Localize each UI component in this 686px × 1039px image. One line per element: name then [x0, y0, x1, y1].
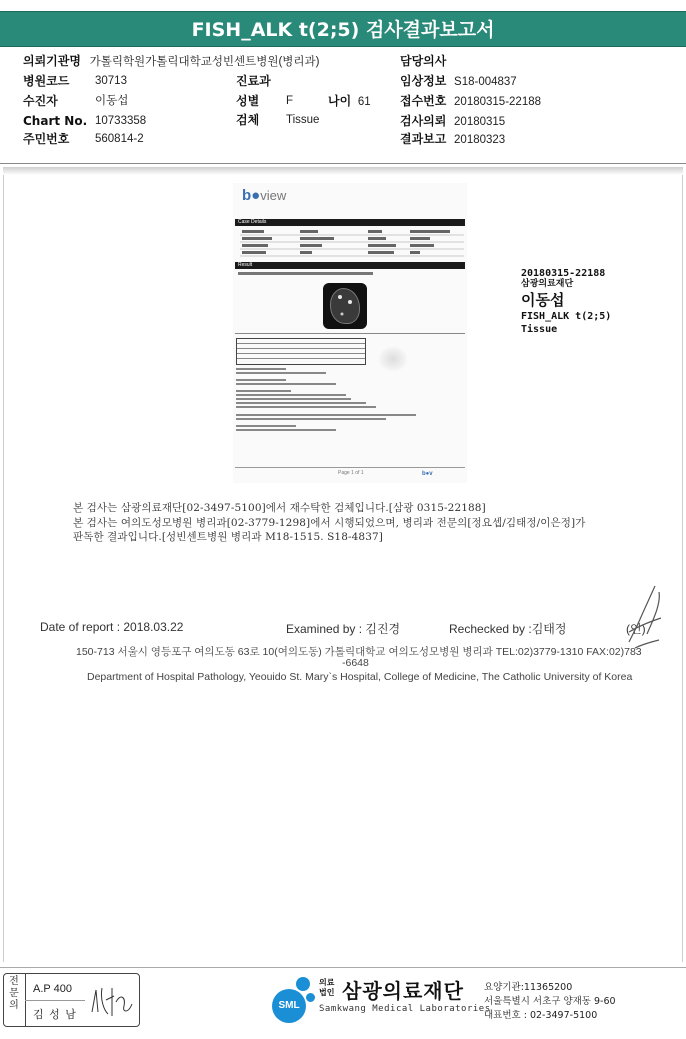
case-details-block [240, 229, 464, 259]
sml-logo-text: SML [278, 1000, 300, 1011]
rechecked-by: Rechecked by :김태정 [449, 622, 567, 636]
bioview-logo-text: view [260, 188, 287, 203]
specialist-box-hline [25, 1000, 85, 1001]
report-date-label: 결과보고 [400, 132, 447, 146]
hospital-code-value: 30713 [95, 75, 127, 87]
sticker-receipt: 20180315-22188 [521, 268, 606, 279]
request-label: 검사의뢰 [400, 114, 447, 128]
report-date-value: 20180323 [454, 134, 506, 146]
fish-signal-dots [330, 288, 360, 324]
sticker-test: FISH_ALK t(2;5) [521, 311, 612, 322]
address-line-1: 150-713 서울시 영등포구 여의도동 63로 10(여의도동) 가톨릭대학교 여의도성모병원 병리과 TEL:02)3779-1310 FAX:02)783 [76, 646, 642, 658]
age-label: 나이 [328, 94, 352, 108]
resident-value: 560814-2 [95, 133, 144, 145]
sticker-patient: 이동섭 [521, 291, 565, 309]
org-license: 요양기관:11365200 [484, 982, 573, 993]
institution-value: 가톨릭학원가톨릭대학교성빈센트병원(병리과) [89, 56, 320, 68]
department-row [236, 73, 271, 91]
image-divider [235, 333, 465, 334]
report-title: FISH_ALK t(2;5) 검사결과보고서 [0, 11, 686, 47]
specialist-side-label: 전문의 [9, 976, 19, 1011]
specimen-row [236, 112, 320, 129]
institution-label: 의뢰기관명 [23, 54, 81, 68]
address-line-3: Department of Hospital Pathology, Yeouido St. Mary`s Hospital, College of Medicine, The Catholic University of Korea [87, 671, 633, 683]
page-indicator: Page 1 of 1 [338, 470, 364, 476]
patient-value: 이동섭 [95, 95, 129, 107]
org-name: 삼광의료재단 [342, 979, 464, 1003]
chart-row [23, 113, 147, 130]
bioview-logo-mark: b [242, 187, 252, 204]
result-text [238, 271, 378, 278]
receipt-value: 20180315-22188 [454, 96, 542, 108]
chart-label: Chart No. [23, 114, 88, 128]
footer-divider [0, 967, 686, 968]
sticker-specimen: Tissue [521, 324, 558, 335]
resident-label: 주민번호 [23, 132, 70, 146]
interpretation-text-block [236, 368, 436, 443]
bioview-small-logo: b●v [422, 471, 433, 477]
request-row [400, 113, 505, 131]
sex-value: F [286, 95, 294, 107]
hospital-code-label: 병원코드 [23, 74, 70, 88]
case-details-lines [240, 229, 464, 257]
hospital-code-row [23, 73, 127, 90]
clinical-info-label: 임상정보 [400, 74, 447, 88]
age-value: 61 [357, 96, 371, 108]
scan-shadow [3, 167, 683, 175]
specialist-number: A.P 400 [33, 983, 72, 995]
institution-row [23, 53, 319, 71]
org-address: 서울특별시 서초구 양재동 9-60 [484, 996, 616, 1007]
bioview-logo: b●view [242, 187, 287, 204]
org-phone: 대표번호 : 02-3497-5100 [484, 1010, 598, 1021]
chart-value: 10733358 [95, 115, 147, 127]
address-line-2: -6648 [342, 657, 369, 669]
seal-mark: (인) [626, 622, 646, 636]
request-value: 20180315 [454, 116, 506, 128]
specialist-name: 김 성 남 [33, 1008, 77, 1021]
receipt-label: 접수번호 [400, 94, 447, 108]
clinical-info-row [400, 73, 517, 91]
sml-logo-icon [270, 975, 316, 1023]
patient-label: 수진자 [23, 94, 58, 108]
sticker-org: 삼광의료재단 [521, 279, 574, 289]
header-divider [0, 163, 686, 164]
specialist-signature [88, 982, 136, 1022]
receipt-row [400, 93, 541, 111]
doctor-row [400, 53, 446, 71]
resident-row [23, 131, 144, 148]
report-date-row [400, 131, 505, 149]
org-english-name: Samkwang Medical Laboratories [319, 1004, 491, 1014]
examined-by: Examined by : 김진경 [286, 622, 401, 636]
note-line-1: 본 검사는 삼광의료재단[02-3497-5100]에서 재수탁한 검체입니다.[삼광 0315-22188] [73, 502, 486, 514]
patient-sticker [521, 268, 611, 336]
age-row [328, 93, 371, 111]
doctor-label: 담당의사 [400, 54, 447, 68]
date-of-report: Date of report : 2018.03.22 [40, 620, 184, 634]
clinical-info-value: S18-004837 [454, 76, 517, 88]
result-header: Result [235, 262, 465, 269]
case-details-header: Case Details [235, 219, 465, 226]
org-type-label: 의료 법인 [319, 978, 335, 997]
count-table [236, 338, 366, 365]
patient-row [23, 93, 129, 110]
note-line-3: 판독한 결과입니다.[성빈센트병원 병리과 M18-1515. S18-4837] [73, 531, 383, 543]
department-label: 진료과 [236, 74, 271, 88]
sex-label: 성별 [236, 94, 260, 108]
sex-row [236, 93, 294, 110]
note-line-2: 본 검사는 여의도성모병원 병리과[02-3779-1298]에서 시행되었으며, 병리과 전문의[정요셉/김태정/이은정]가 [73, 517, 586, 529]
specimen-value: Tissue [286, 114, 320, 126]
image-footer-divider [235, 467, 465, 468]
specimen-label: 검체 [236, 113, 260, 127]
